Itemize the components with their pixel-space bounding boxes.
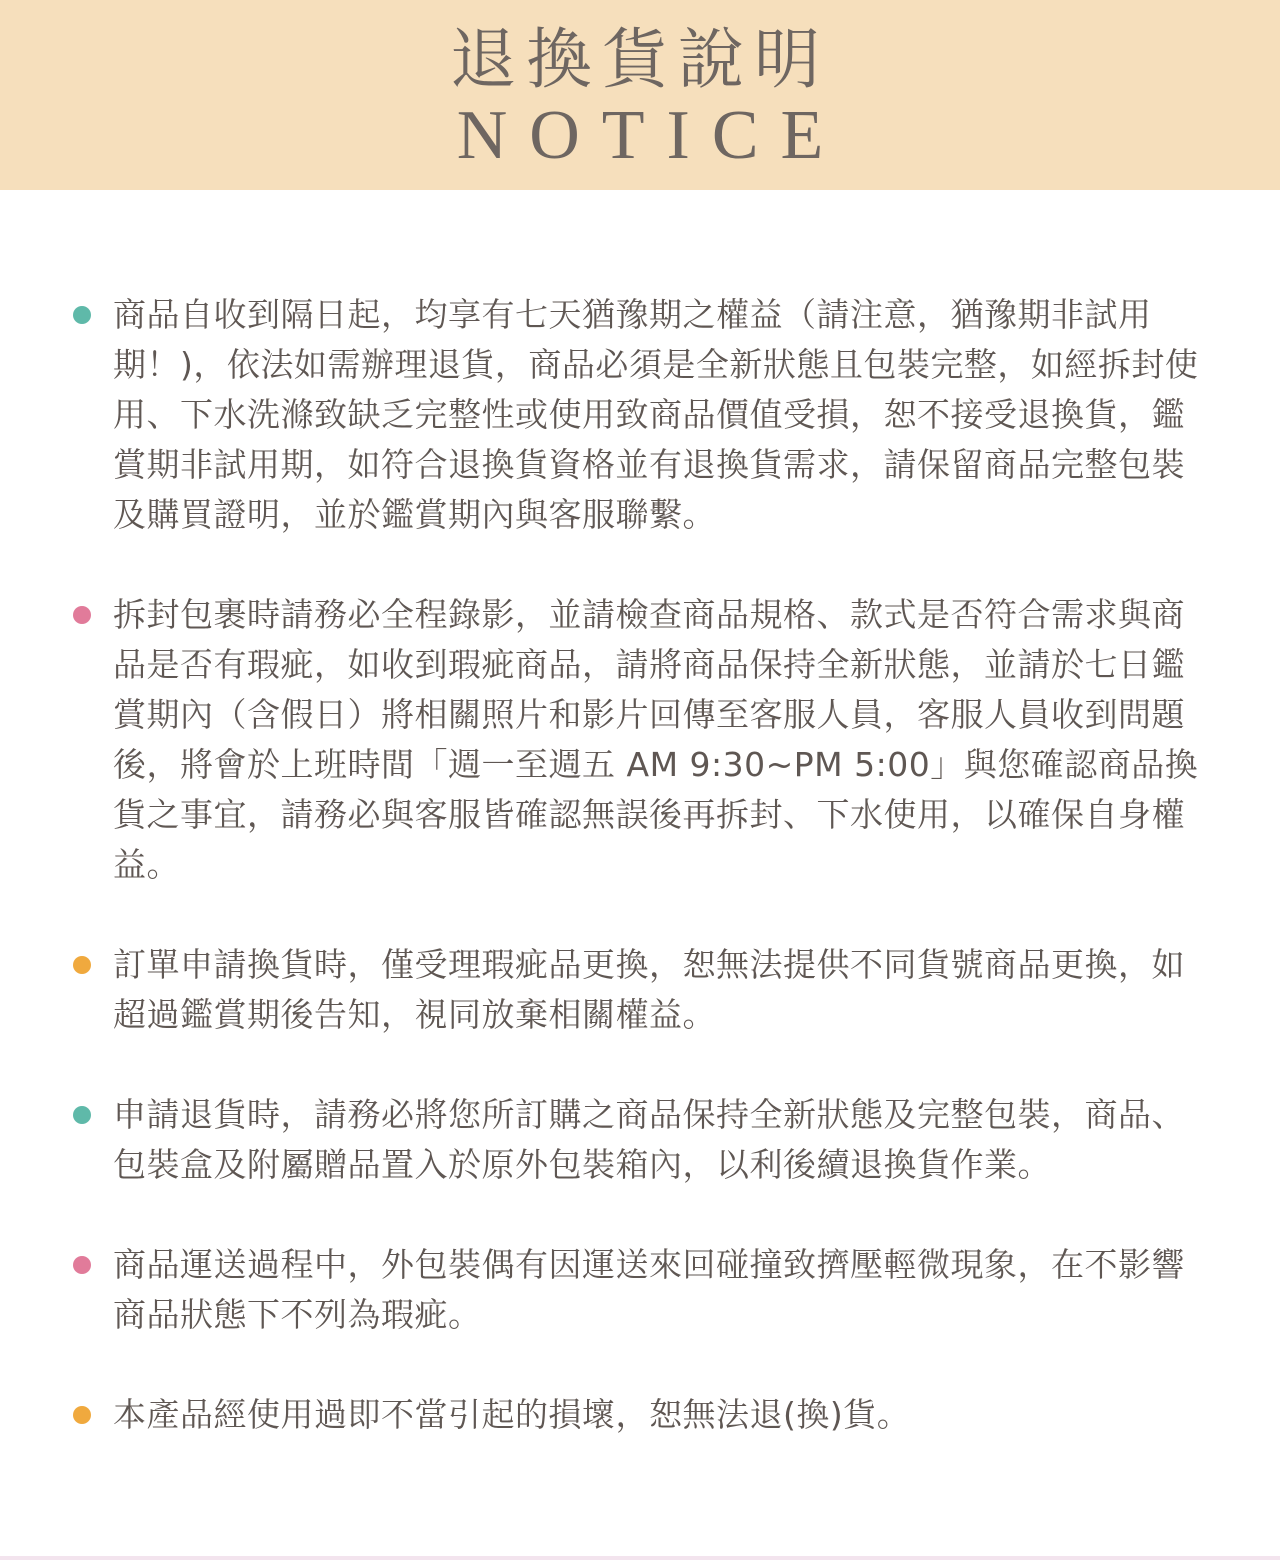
bullet-dot-icon	[73, 606, 91, 624]
notice-text: 訂單申請換貨時，僅受理瑕疵品更換，恕無法提供不同貨號商品更換，如超過鑑賞期後告知，視同放棄相關權益。	[113, 945, 1185, 1034]
notice-text: 商品自收到隔日起，均享有七天猶豫期之權益（請注意，猶豫期非試用期！)，依法如需辦理退貨，商品必須是全新狀態且包裝完整，如經拆封使用、下水洗滌致缺乏完整性或使用致商品價值受損，恕不接受退換貨，鑑賞期非試用期，如符合退換貨資格並有退換貨需求，請保留商品完整包裝及購買證明，並於鑑賞期內與客服聯繫。	[113, 295, 1199, 534]
notice-text: 申請退貨時，請務必將您所訂購之商品保持全新狀態及完整包裝，商品、包裝盒及附屬贈品置入於原外包裝箱內，以利後續退換貨作業。	[113, 1095, 1185, 1184]
notice-text: 商品運送過程中，外包裝偶有因運送來回碰撞致擠壓輕微現象，在不影響商品狀態下不列為瑕疵。	[113, 1245, 1185, 1334]
bottom-divider	[0, 1556, 1280, 1560]
bullet-dot-icon	[73, 956, 91, 974]
header-banner	[0, 0, 1280, 190]
bullet-dot-icon	[73, 306, 91, 324]
bullet-dot-icon	[73, 1406, 91, 1424]
page-title: 退換貨說明	[450, 21, 830, 98]
notice-text: 本產品經使用過即不當引起的損壞，恕無法退(換)貨。	[113, 1395, 911, 1434]
page-subtitle: NOTICE	[456, 97, 846, 174]
bullet-dot-icon	[73, 1256, 91, 1274]
notice-text: 拆封包裹時請務必全程錄影，並請檢查商品規格、款式是否符合需求與商品是否有瑕疵，如收到瑕疵商品，請將商品保持全新狀態，並請於七日鑑賞期內（含假日）將相關照片和影片回傳至客服人員，客服人員收到問題後，將會於上班時間「週一至週五 AM 9:30~PM 5:00」與您確認商品換貨之事宜，請務必與客服皆確認無誤後再拆封、下水使用，以確保自身權益。	[113, 595, 1199, 884]
bullet-dot-icon	[73, 1106, 91, 1124]
